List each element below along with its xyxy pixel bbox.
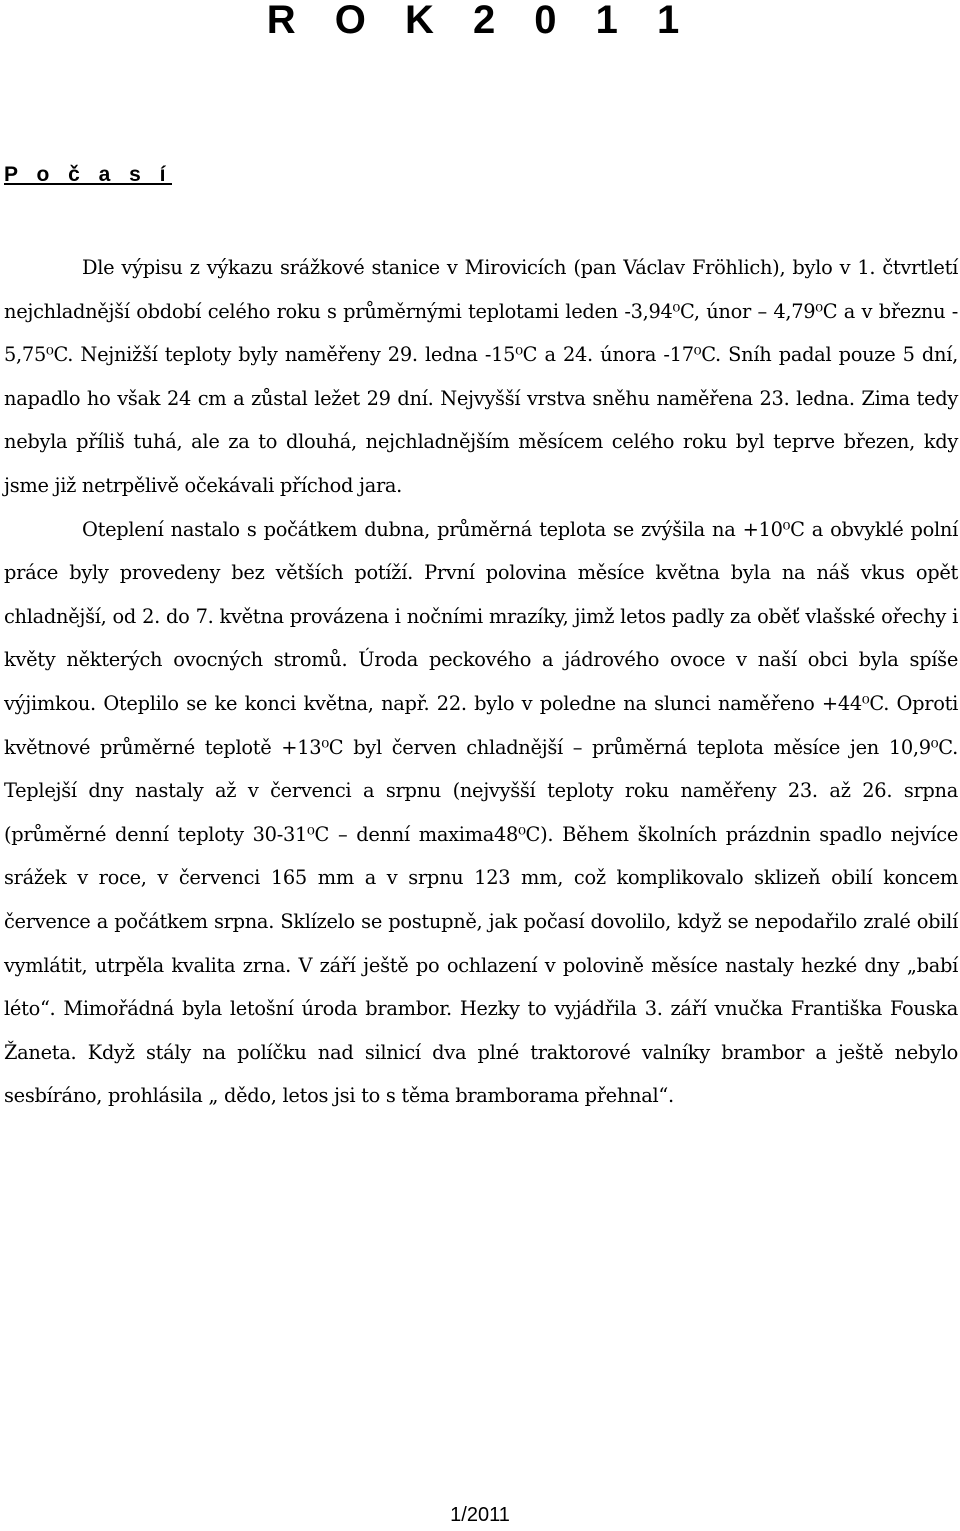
paragraph-spring-summer: Oteplení nastalo s počátkem dubna, průměrná teplota se zvýšila na +10⁰C a obvyklé polní práce byly provedeny bez větších potíží. První polovina měsíce května byla na náš vkus opět chladnější, od 2. do 7. května provázena i nočními mrazíky, jimž letos padly za oběť vlašské ořechy i květy některých ovocných stromů. Úroda peckového a jádrového ovoce v naší obci byla spíše výjimkou. Oteplilo se ke konci května, např. 22. bylo v poledne na slunci naměřeno +44⁰C. Oproti květnové průměrné teplotě +13⁰C byl červen chladnější – průměrná teplota měsíce jen 10,9⁰C. Teplejší dny nastaly až v červenci a srpnu (nejvyšší teploty roku naměřeny 23. až 26. srpna (průměrné denní teploty 30-31⁰C – denní maxima48⁰C). Během školních prázdnin spadlo nejvíce srážek v roce, v červenci 165 mm a v srpnu 123 mm, což komplikovalo sklizeň obilí koncem července a počátkem srpna. Sklízelo se postupně, jak počasí dovolilo, když se nepodařilo zralé obilí vymlátit, utrpěla kvalita zrna. V září ještě po ochlazení v polovině měsíce nastaly hezké dny „babí léto“. Mimořádná byla letošní úroda brambor. Hezky to vyjádřila 3. září vnučka Františka Fouska Žaneta. Když stály na políčku nad silnicí dva plné traktorové valníky brambor a ještě nebylo sesbíráno, prohlásila „ dědo, letos jsi to s těma bramborama přehnal“. bbox=[4, 517, 958, 1108]
page-number: 1/2011 bbox=[450, 1504, 510, 1526]
section-heading-weather: P o č a s í bbox=[4, 163, 172, 186]
body-text bbox=[4, 246, 958, 1118]
paragraph-winter: Dle výpisu z výkazu srážkové stanice v Mirovicích (pan Václav Fröhlich), bylo v 1. čtvrtletí nejchladnější období celého roku s průměrnými teplotami leden -3,94⁰C, únor – 4,79⁰C a v březnu - 5,75⁰C. Nejnižší teploty byly naměřeny 29. ledna -15⁰C a 24. února -17⁰C. Sníh padal pouze 5 dní, napadlo ho však 24 cm a zůstal ležet 29 dní. Nejvyšší vrstva sněhu naměřena 23. ledna. Zima tedy nebyla příliš tuhá, ale za to dlouhá, nejchladnějším měsícem celého roku byl teprve březen, kdy jsme již netrpělivě očekávali příchod jara. bbox=[4, 256, 958, 497]
document-title: R O K 2 0 1 1 bbox=[266, 0, 694, 42]
